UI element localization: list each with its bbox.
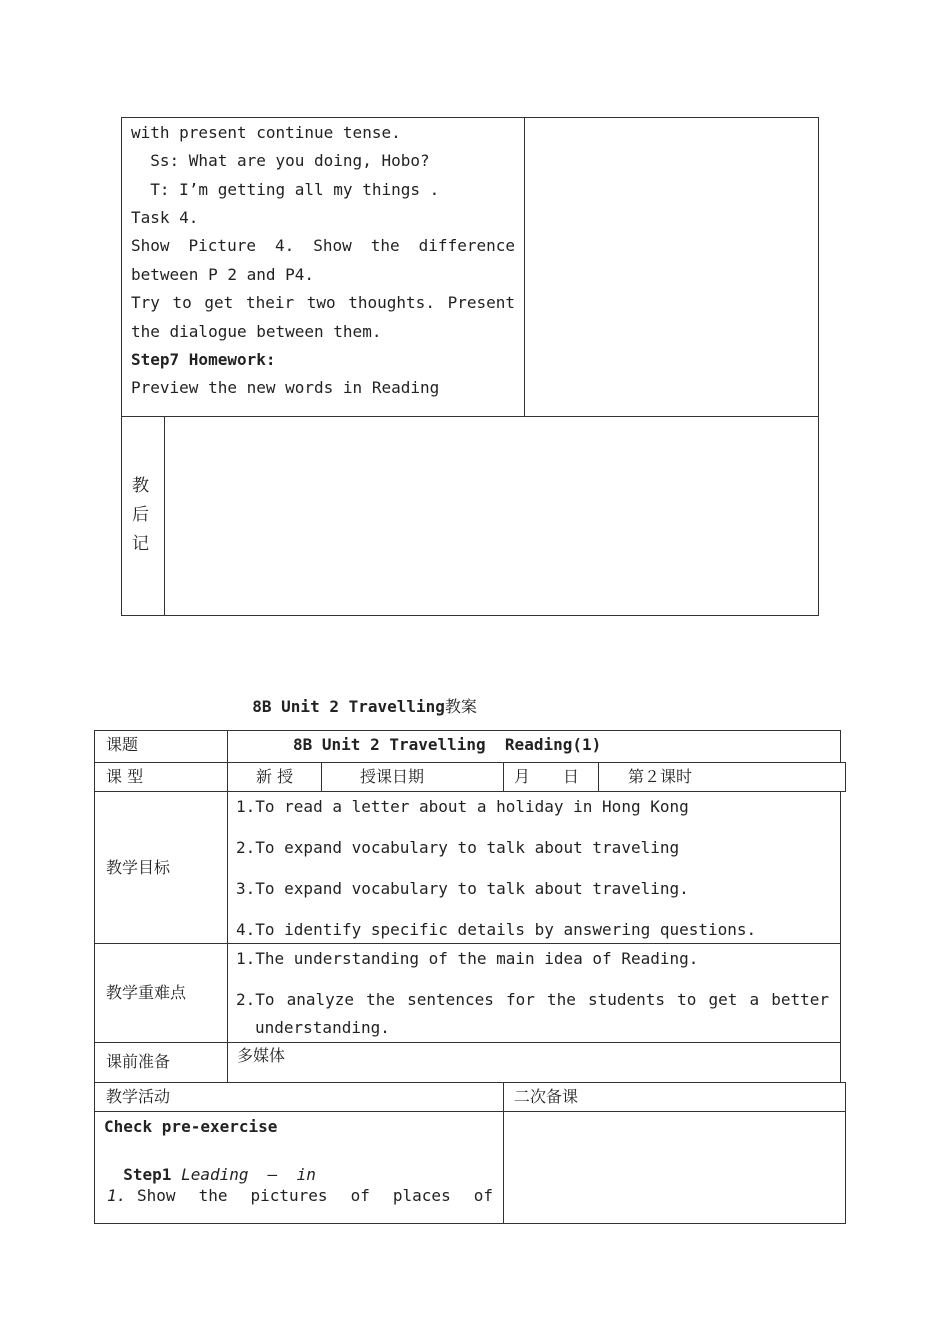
key-label: 教学重难点 [106,983,187,1002]
topic-divider [227,730,228,763]
doc-title-suffix: 教案 [444,697,477,716]
doc-title [233,677,477,717]
row-activities-header [94,1082,846,1112]
top-line-5: Show Picture 4. Show the difference [131,236,515,255]
top-line-10: Preview the new words in Reading [131,378,440,397]
type-value: 新 授 [256,767,294,786]
prep-label: 课前准备 [106,1052,171,1071]
step1-label: Step1 [123,1165,172,1184]
top-table-row-divider [121,416,819,417]
step1-line [104,1145,316,1185]
item-text: Show the pictures of places of [137,1186,493,1205]
prep-divider [227,1042,228,1083]
goal-3: 3.To expand vocabulary to talk about traveling. [236,879,689,898]
reflection-char-3: 记 [132,534,149,554]
key-point-1: 1.The understanding of the main idea of Reading. [236,949,699,968]
activities-header-divider [503,1082,504,1112]
goal-1: 1.To read a letter about a holiday in Hong Kong [236,797,689,816]
key-point-2: 2.To analyze the sentences for the students to get a better [236,990,829,1009]
goals-divider [227,791,228,944]
homework-heading: Step7 Homework: [131,350,276,369]
top-line-1: with present continue tense. [131,123,401,142]
top-line-7: Try to get their two thoughts. Present [131,293,515,312]
top-line-8: the dialogue between them. [131,322,382,341]
top-line-3: T: I’m getting all my things . [131,180,440,199]
topic-value: 8B Unit 2 Travelling Reading(1) [293,735,602,754]
topic-label: 课题 [106,735,139,754]
top-line-4: Task 4. [131,208,199,227]
goals-label: 教学目标 [106,858,171,877]
type-divider-4 [598,762,599,792]
top-line-6: between P 2 and P4. [131,265,315,284]
type-divider-2 [321,762,322,792]
goal-2: 2.To expand vocabulary to talk about traveling [236,838,680,857]
type-divider-1 [227,762,228,792]
key-divider [227,943,228,1043]
reflection-col-divider [164,416,165,616]
second-prep-label: 二次备课 [514,1087,579,1106]
activities-body-divider [503,1111,504,1224]
type-label: 课 型 [106,767,144,786]
row-prep [94,1042,841,1083]
goal-4: 4.To identify specific details by answering questions. [236,920,757,939]
activities-label: 教学活动 [106,1087,171,1106]
reflection-label [132,472,152,559]
check-pre-exercise: Check pre-exercise [104,1117,278,1136]
top-table-col-divider [524,117,525,417]
reflection-char-1: 教 [132,476,149,496]
type-divider-3 [503,762,504,792]
step1-title: Leading – in [181,1165,316,1184]
key-point-3: understanding. [255,1018,390,1037]
reflection-char-2: 后 [132,505,149,525]
month-label: 月 [514,767,531,786]
prep-value: 多媒体 [237,1046,286,1065]
date-label: 授课日期 [360,767,425,786]
item-number: 1. [107,1186,127,1205]
period-label: 第２课时 [628,767,693,786]
top-line-2: Ss: What are you doing, Hobo? [131,151,430,170]
doc-title-main: 8B Unit 2 Travelling [252,697,445,716]
row-type [94,762,846,792]
day-label: 日 [563,767,580,786]
